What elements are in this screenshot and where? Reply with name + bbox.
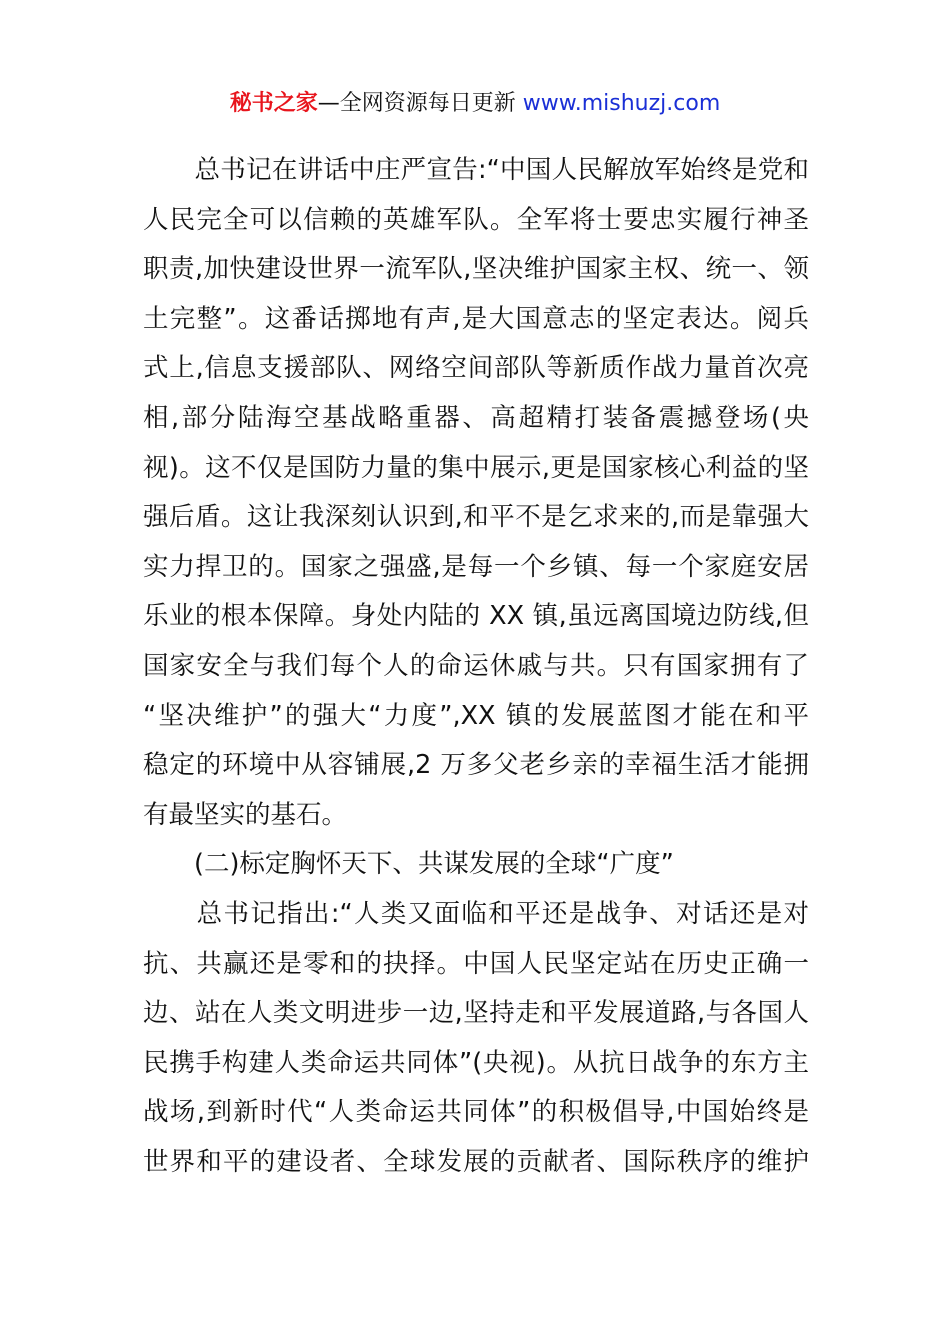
text-line: 强后盾。这让我深刻认识到,和平不是乞求来的,而是靠强大 — [143, 502, 809, 533]
text-line: 民携手构建人类命运共同体”(央视)。从抗日战争的东方主 — [143, 1047, 809, 1078]
text-line: 国家安全与我们每个人的命运休戚与共。只有国家拥有了 — [143, 650, 809, 681]
header-tagline: —全网资源每日更新 — [317, 91, 523, 116]
section-heading: (二)标定胸怀天下、共谋发展的全球“广度” — [143, 849, 674, 880]
text-line: 有最坚实的基石。 — [143, 799, 348, 830]
text-line: 总书记指出:“人类又面临和平还是战争、对话还是对 — [143, 898, 809, 929]
text-line: 视)。这不仅是国防力量的集中展示,更是国家核心利益的坚 — [143, 452, 809, 483]
text-line: 抗、共赢还是零和的抉择。中国人民坚定站在历史正确一 — [143, 948, 809, 979]
text-line: 相,部分陆海空基战略重器、高超精打装备震撼登场(央 — [143, 402, 809, 433]
text-line: 稳定的环境中从容铺展,2 万多父老乡亲的幸福生活才能拥 — [143, 750, 809, 781]
text-line: 总书记在讲话中庄严宣告:“中国人民解放军始终是党和 — [143, 155, 809, 185]
text-line: 实力捍卫的。国家之强盛,是每一个乡镇、每一个家庭安居 — [143, 551, 809, 582]
brand-name: 秘书之家 — [229, 91, 318, 116]
body-text — [143, 146, 809, 1187]
text-line: 人民完全可以信赖的英雄军队。全军将士要忠实履行神圣 — [143, 204, 809, 235]
text-line: “坚决维护”的强大“力度”,XX 镇的发展蓝图才能在和平 — [143, 700, 809, 731]
site-url[interactable]: www.mishuzj.com — [522, 91, 721, 116]
page-header — [0, 88, 950, 120]
text-line: 世界和平的建设者、全球发展的贡献者、国际秩序的维护 — [143, 1146, 809, 1177]
text-line: 边、站在人类文明进步一边,坚持走和平发展道路,与各国人 — [143, 998, 809, 1029]
text-line: 职责,加快建设世界一流军队,坚决维护国家主权、统一、领 — [143, 254, 809, 285]
text-line: 乐业的根本保障。身处内陆的 XX 镇,虽远离国境边防线,但 — [143, 601, 809, 632]
text-line: 战场,到新时代“人类命运共同体”的积极倡导,中国始终是 — [143, 1097, 809, 1128]
text-line: 式上,信息支援部队、网络空间部队等新质作战力量首次亮 — [143, 353, 809, 384]
text-line: 土完整”。这番话掷地有声,是大国意志的坚定表达。阅兵 — [143, 303, 809, 334]
